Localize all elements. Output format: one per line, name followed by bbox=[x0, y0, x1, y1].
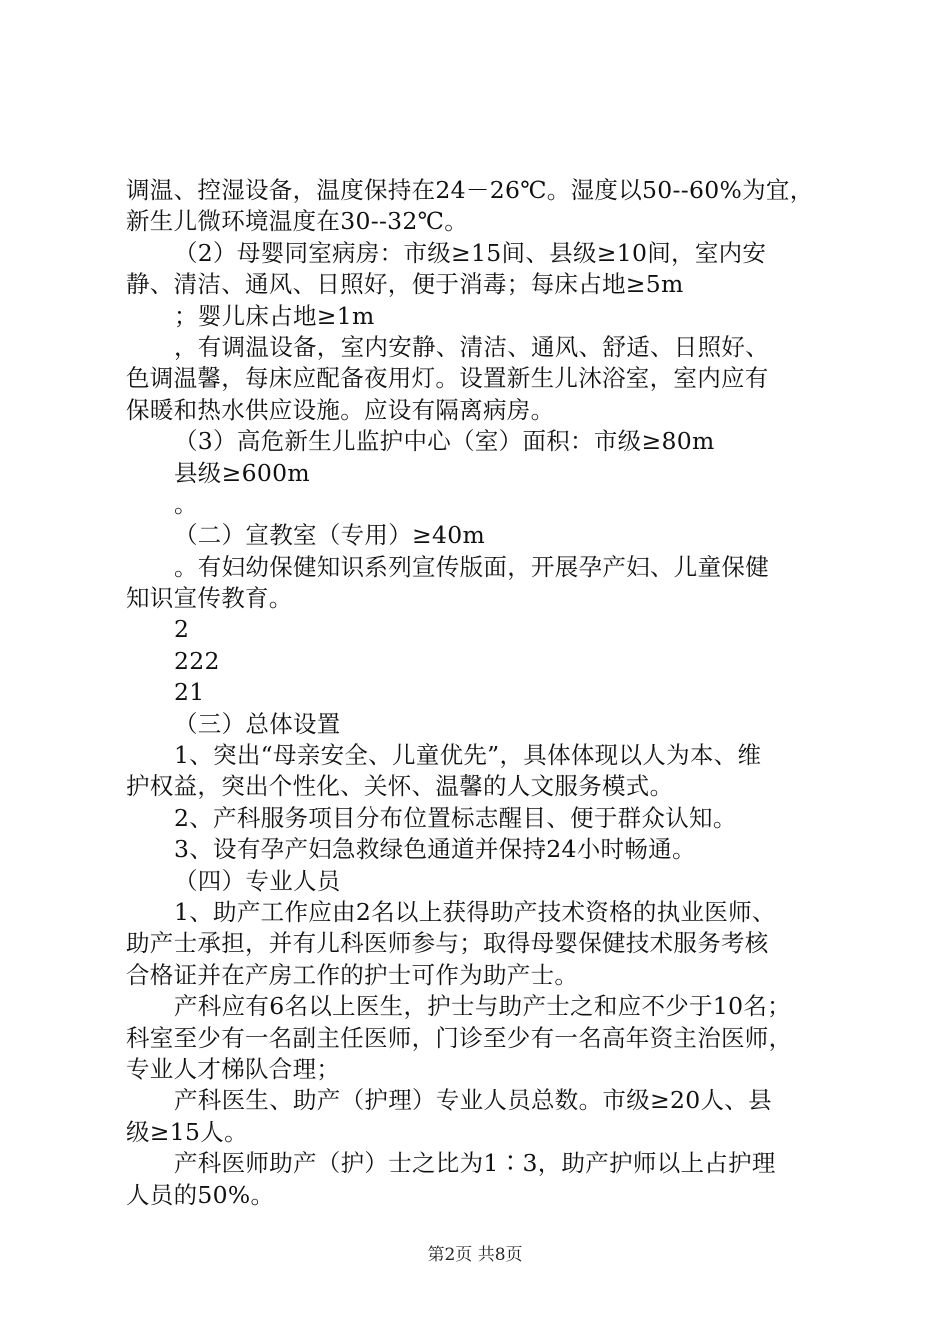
text-line: （四）专业人员 bbox=[174, 866, 341, 895]
text-line: 1、助产工作应由2名以上获得助产技术资格的执业医师、 bbox=[174, 897, 776, 926]
text-line: 1、突出“母亲安全、儿童优先”，具体体现以人为本、维 bbox=[174, 741, 762, 770]
text-line: 新生儿微环境温度在30--32℃。 bbox=[126, 207, 469, 236]
text-line: 产科医师助产（护）士之比为1∶3，助产护师以上占护理 bbox=[174, 1149, 776, 1178]
text-line: 3、设有孕产妇急救绿色通道并保持24小时畅通。 bbox=[174, 835, 696, 864]
text-line: 2、产科服务项目分布位置标志醒目、便于群众认知。 bbox=[174, 803, 737, 832]
text-line: 调温、控湿设备，温度保持在24－26℃。湿度以50--60%为宜， bbox=[126, 176, 814, 204]
page-footer: 第2页 共8页 bbox=[427, 1245, 523, 1265]
document-body bbox=[126, 175, 846, 1211]
text-line: 专业人才梯队合理； bbox=[126, 1054, 341, 1083]
text-line: （三）总体设置 bbox=[174, 709, 341, 738]
text-line: 静、清洁、通风、日照好，便于消毒；每床占地≥5m bbox=[126, 270, 684, 299]
text-line: （二）宣教室（专用）≥40m bbox=[174, 521, 486, 550]
text-line: 。 bbox=[174, 489, 198, 518]
text-line: 护权益，突出个性化、关怀、温馨的人文服务模式。 bbox=[126, 772, 674, 801]
text-line: 。有妇幼保健知识系列宣传版面，开展孕产妇、儿童保健 bbox=[174, 552, 769, 581]
text-line: （3）高危新生儿监护中心（室）面积：市级≥80m bbox=[174, 427, 715, 456]
text-line: 助产士承担，并有儿科医师参与；取得母婴保健技术服务考核 bbox=[126, 929, 769, 958]
text-line: 知识宣传教育。 bbox=[126, 584, 293, 613]
text-line: 县级≥600m bbox=[174, 458, 310, 487]
text-line: 222 bbox=[174, 646, 220, 675]
text-line: 科室至少有一名副主任医师，门诊至少有一名高年资主治医师， bbox=[126, 1023, 793, 1052]
text-line: 保暖和热水供应设施。应设有隔离病房。 bbox=[126, 395, 555, 424]
text-line: 21 bbox=[174, 678, 205, 707]
text-line: ；婴儿床占地≥1m bbox=[174, 301, 375, 330]
text-line: 产科应有6名以上医生，护士与助产士之和应不少于10名； bbox=[174, 992, 791, 1021]
text-line: ，有调温设备，室内安静、清洁、通风、舒适、日照好、 bbox=[174, 332, 769, 361]
text-line: 人员的50%。 bbox=[126, 1180, 275, 1209]
text-line: 色调温馨，每床应配备夜用灯。设置新生儿沐浴室，室内应有 bbox=[126, 364, 769, 393]
text-line: （2）母婴同室病房：市级≥15间、县级≥10间，室内安 bbox=[174, 238, 767, 267]
text-line: 2 bbox=[174, 615, 190, 644]
text-line: 产科医生、助产（护理）专业人员总数。市级≥20人、县 bbox=[174, 1086, 772, 1115]
text-line: 级≥15人。 bbox=[126, 1117, 248, 1146]
text-line: 合格证并在产房工作的护士可作为助产士。 bbox=[126, 960, 579, 989]
